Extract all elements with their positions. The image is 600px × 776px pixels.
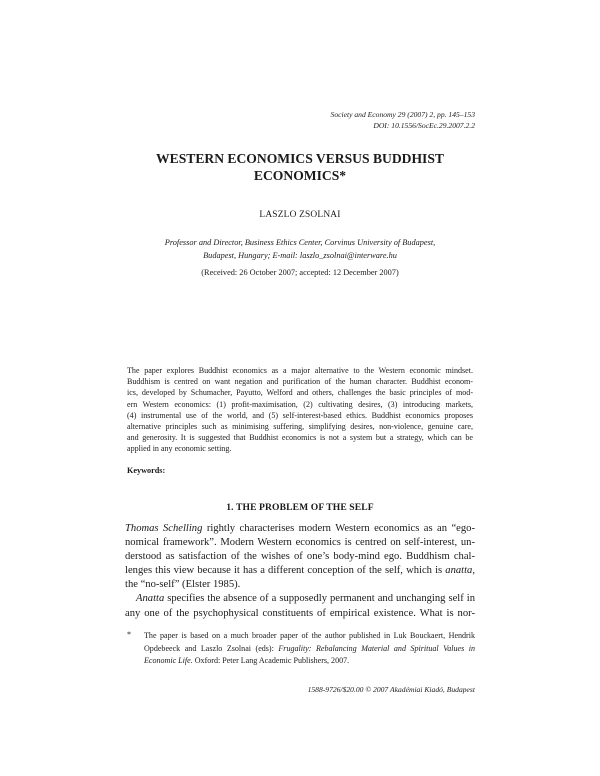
abstract-line: ern Western economics: (1) profit-maximisation, (2) cultivating desires, (3) introducing markets, <box>127 399 473 409</box>
paper-title <box>0 150 600 184</box>
body-line: nomical framework”. Modern Western economics is centred on self-interest, un- <box>125 537 475 549</box>
body-line: Thomas Schelling rightly characterises modern Western economics as an “ego- <box>125 523 475 534</box>
abstract <box>127 365 473 455</box>
emphasis: Economic Life. <box>144 656 193 665</box>
emphasis: Frugality: Rebalancing Material and Spiritual Values in <box>278 643 476 653</box>
footnote-marker: * <box>127 630 132 639</box>
journal-header <box>331 109 475 131</box>
affiliation-line-2: Budapest, Hungary; E-mail: laszlo_zsolnai@interware.hu <box>203 250 397 260</box>
received-dates: (Received: 26 October 2007; accepted: 12 December 2007) <box>201 268 399 277</box>
abstract-line: (4) instrumental use of the world, and (5) self-interest-based ethics. Buddhist economics proposes <box>127 410 473 420</box>
emphasis: Thomas Schelling <box>125 523 203 534</box>
journal-doi: DOI: 10.1556/SocEc.29.2007.2.2 <box>373 121 475 130</box>
body-line: any one of the psychophysical constituents of empirical existence. What is nor- <box>125 607 475 619</box>
body-text <box>125 522 475 621</box>
body-line: Anatta specifies the absence of a supposedly permanent and unchanging self in <box>136 593 475 605</box>
abstract-line: The paper explores Buddhist economics as a major alternative to the Western economic mindset. <box>127 366 473 375</box>
journal-citation: Society and Economy 29 (2007) 2, pp. 145–153 <box>330 110 475 119</box>
author-name: LASZLO ZSOLNAI <box>259 210 341 220</box>
footnote <box>144 630 475 668</box>
author-affiliation <box>0 237 600 262</box>
keywords-label: Keywords: <box>127 466 166 475</box>
abstract-line: and generosity. It is suggested that Buddhist economics is not a system but a strategy, which can be <box>127 433 473 443</box>
body-line: the “no-self” (Elster 1985). <box>125 579 241 591</box>
abstract-line: Buddhism is centred on want negation and purification of the human character. Buddhist econom- <box>127 377 473 387</box>
abstract-line: applied in any economic setting. <box>127 444 232 454</box>
publisher-footer: 1588-9726/$20.00 © 2007 Akadémiai Kiadó, Budapest <box>307 685 475 694</box>
abstract-line: ics, developed by Schumacher, Payutto, Welford and others, challenges the basic principles of mod- <box>127 388 473 398</box>
title-line-1: WESTERN ECONOMICS VERSUS BUDDHIST <box>156 151 444 166</box>
emphasis: Anatta <box>136 593 165 605</box>
affiliation-line-1: Professor and Director, Business Ethics Center, Corvinus University of Budapest, <box>164 238 436 247</box>
emphasis: anatta, <box>445 565 475 577</box>
title-line-2: ECONOMICS* <box>253 168 347 183</box>
body-line: derstood as satisfaction of the wishes of one’s body-mind ego. Buddhism chal- <box>125 551 475 563</box>
section-heading: 1. THE PROBLEM OF THE SELF <box>226 502 374 513</box>
abstract-line: alternative principles such as minimising suffering, simplifying desires, non-violence, genuine care, <box>127 422 473 432</box>
body-line: lenges this view because it has a different conception of the self, which is anatta, <box>125 565 475 577</box>
footnote-line: Economic Life. Oxford: Peter Lang Academic Publishers, 2007. <box>144 656 350 665</box>
footnote-line: The paper is based on a much broader paper of the author published in Luk Bouckaert, Hendrik <box>144 631 475 640</box>
footnote-line: Opdebeeck and Laszlo Zsolnai (eds): Frugality: Rebalancing Material and Spiritual Values in <box>144 643 476 653</box>
